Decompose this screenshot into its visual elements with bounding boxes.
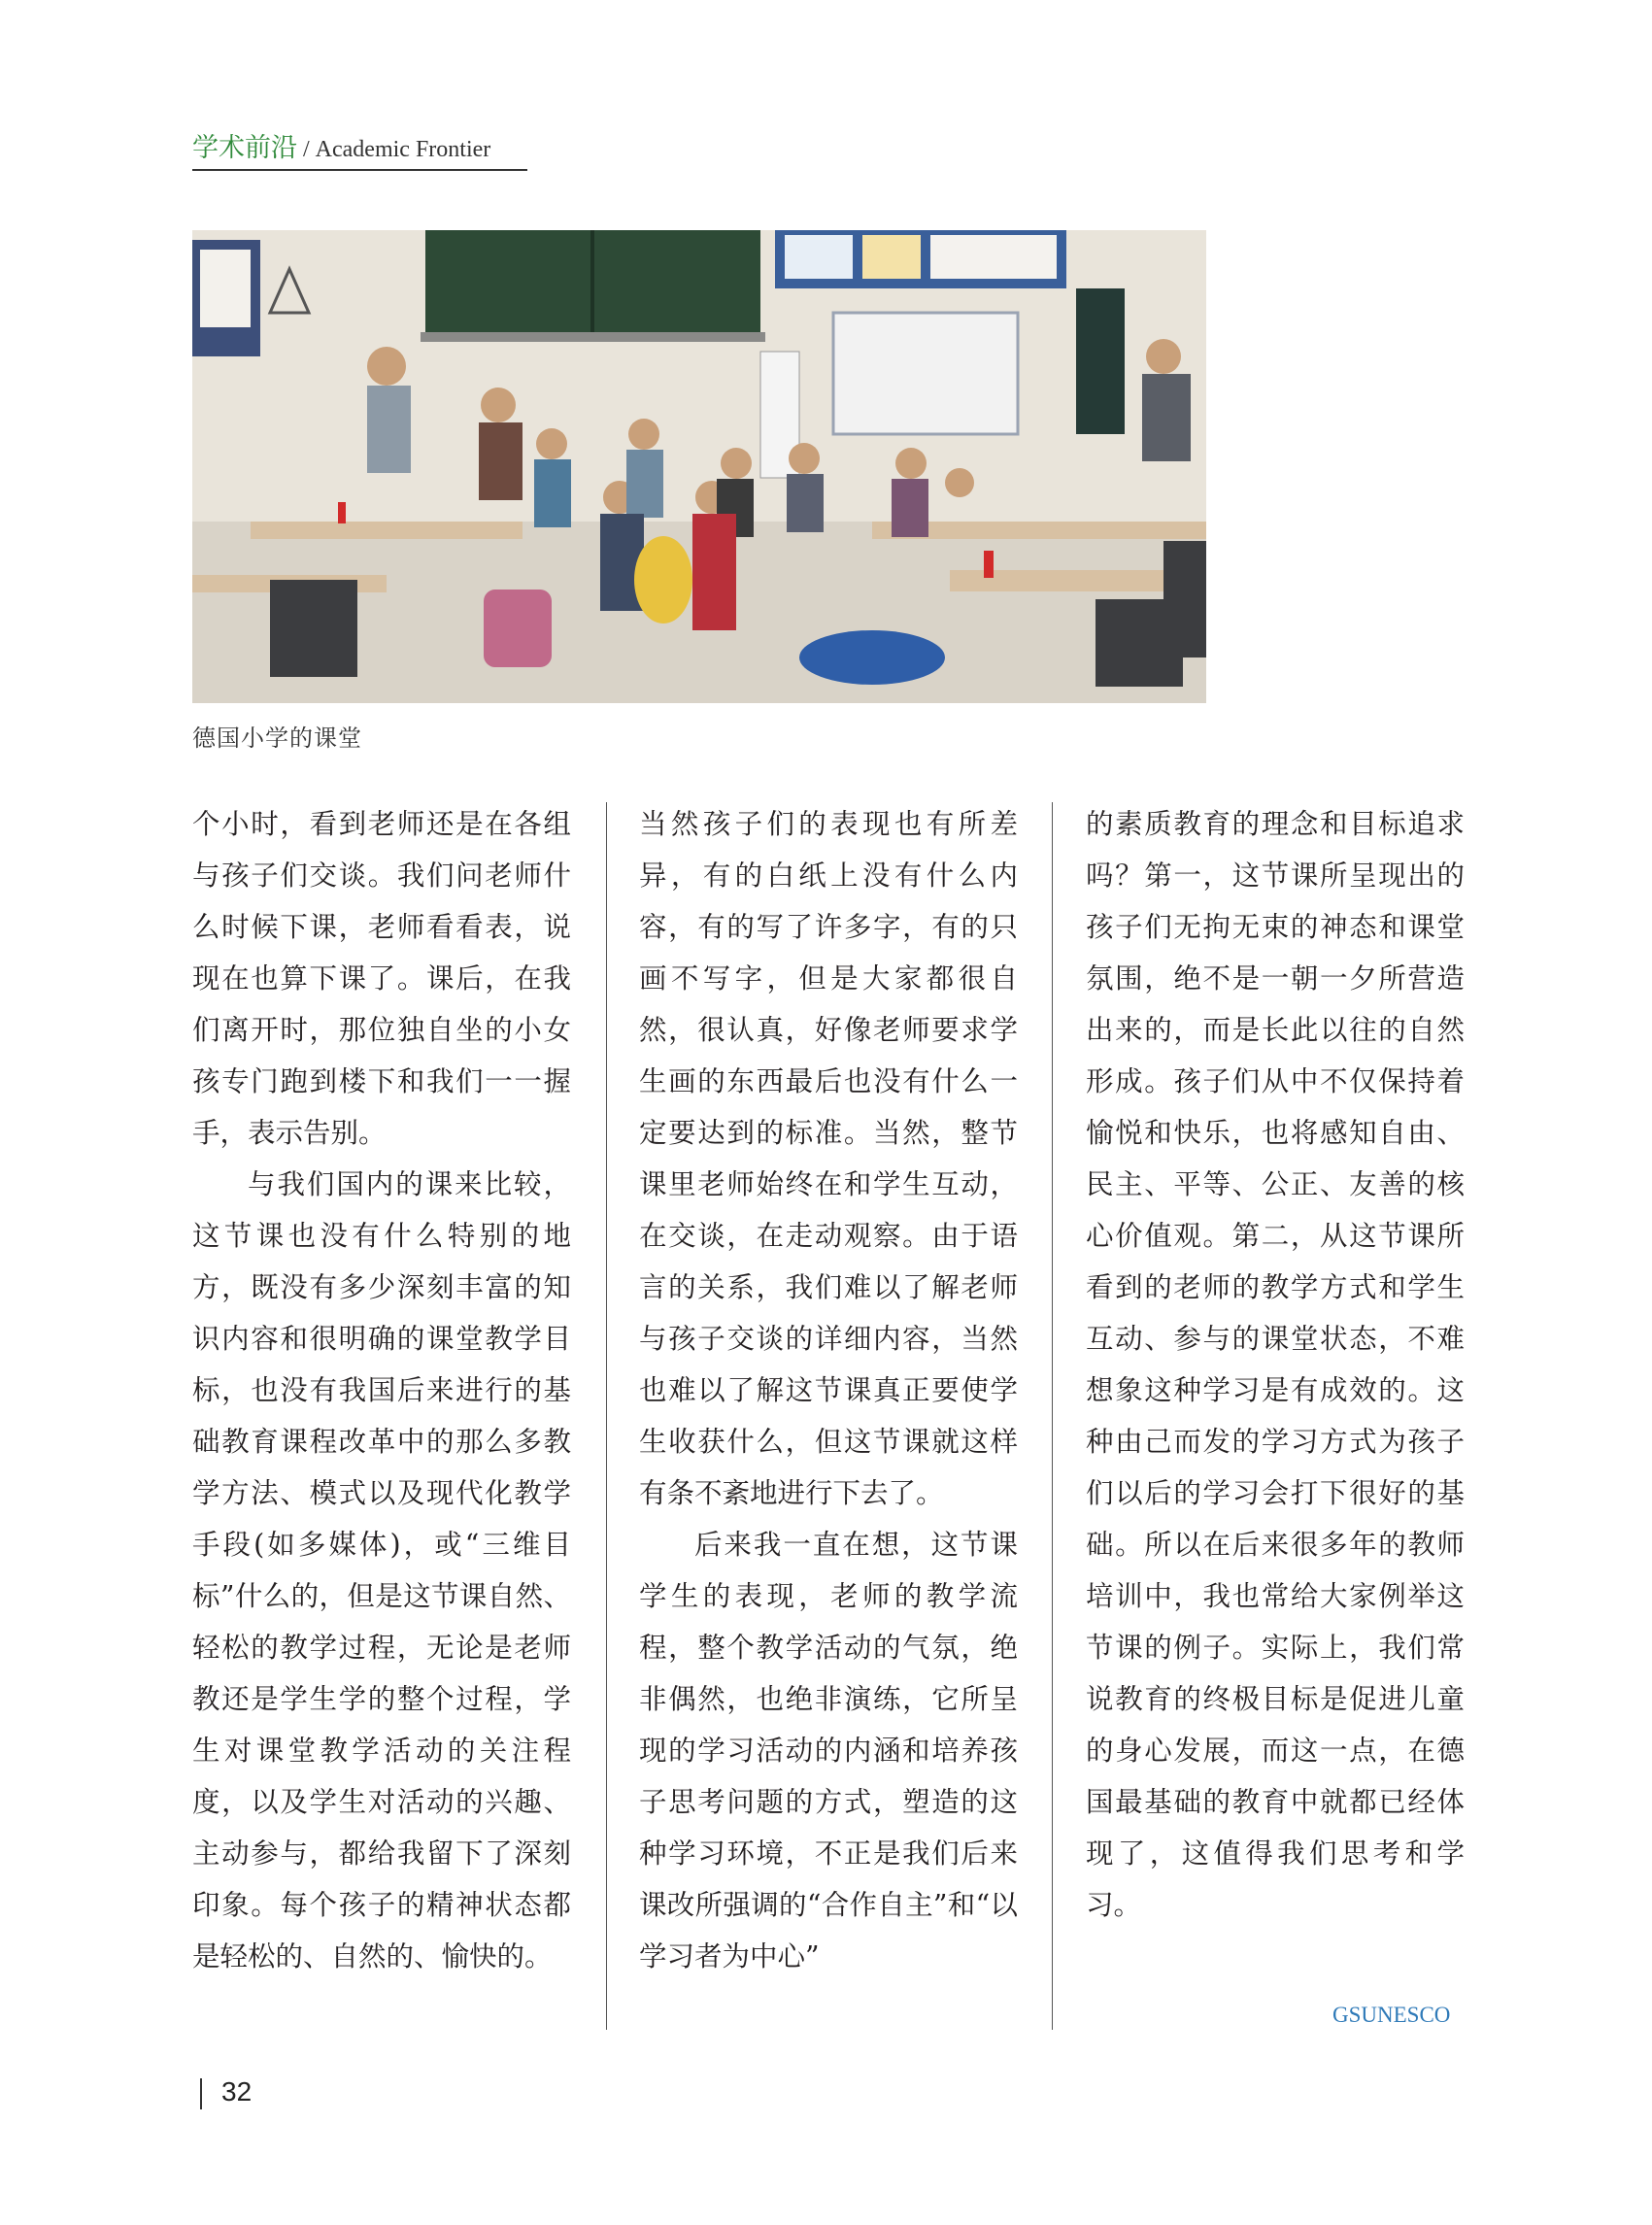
paragraph: 个小时，看到老师还是在各组与孩子们交谈。我们问老师什么时候下课，老师看看表，说现在也算下课了。课后，在我们离开时，那位独自坐的小女孩专门跑到楼下和我们一一握手，表示告别。 xyxy=(192,808,571,1149)
source-credit: GSUNESCO xyxy=(1332,2003,1451,2027)
paragraph: 后来我一直在想，这节课学生的表现，老师的教学流程，整个教学活动的气氛，绝非偶然，也绝非演练，它所呈现的学习活动的内涵和培养孩子思考问题的方式，塑造的这种学习环境，不正是我们后来课改所强调的“合作自主”和“以学习者为中心” xyxy=(639,1529,1018,1972)
column-divider xyxy=(1052,802,1053,2030)
page-number: 32 xyxy=(221,2076,253,2107)
header-separator: / xyxy=(297,137,316,162)
column-divider xyxy=(606,802,607,2030)
text-column-3 xyxy=(1086,798,1465,1931)
section-title-en: Academic Frontier xyxy=(315,137,491,162)
section-title-cn: 学术前沿 xyxy=(192,133,297,163)
classroom-illustration xyxy=(192,230,1206,703)
photo-caption: 德国小学的课堂 xyxy=(192,725,362,752)
classroom-photo xyxy=(192,230,1206,703)
text-column-1 xyxy=(192,798,571,1982)
paragraph: 与我们国内的课来比较，这节课也没有什么特别的地方，既没有多少深刻丰富的知识内容和很明确的课堂教学目标，也没有我国后来进行的基础教育课程改革中的那么多教学方法、模式以及现代化教学手段(如多媒体)，或“三维目标”什么的，但是这节课自然、轻松的教学过程，无论是老师教还是学生学的整个过程，学生对课堂教学活动的关注程度，以及学生对活动的兴趣、主动参与，都给我留下了深刻印象。每个孩子的精神状态都是轻松的、自然的、愉快的。 xyxy=(192,1168,571,1972)
paragraph: 的素质教育的理念和目标追求吗？第一，这节课所呈现出的孩子们无拘无束的神态和课堂氛围，绝不是一朝一夕所营造出来的，而是长此以往的自然形成。孩子们从中不仅保持着愉悦和快乐，也将感知自由、民主、平等、公正、友善的核心价值观。第二，从这节课所看到的老师的教学方式和学生互动、参与的课堂状态，不难想象这种学习是有成效的。这种由己而发的学习方式为孩子们以后的学习会打下很好的基础。所以在后来很多年的教师培训中，我也常给大家例举这节课的例子。实际上，我们常说教育的终极目标是促进儿童的身心发展，而这一点，在德国最基础的教育中就都已经体现了，这值得我们思考和学习。 xyxy=(1086,808,1465,1921)
folio-bar xyxy=(200,2078,202,2109)
text-column-2 xyxy=(639,798,1018,1982)
running-header xyxy=(192,126,527,171)
paragraph: 当然孩子们的表现也有所差异，有的白纸上没有什么内容，有的写了许多字，有的只画不写字，但是大家都很自然，很认真，好像老师要求学生画的东西最后也没有什么一定要达到的标准。当然，整节课里老师始终在和学生互动，在交谈，在走动观察。由于语言的关系，我们难以了解老师与孩子交谈的详细内容，当然也难以了解这节课真正要使学生收获什么，但这节课就这样有条不紊地进行下去了。 xyxy=(639,808,1018,1509)
